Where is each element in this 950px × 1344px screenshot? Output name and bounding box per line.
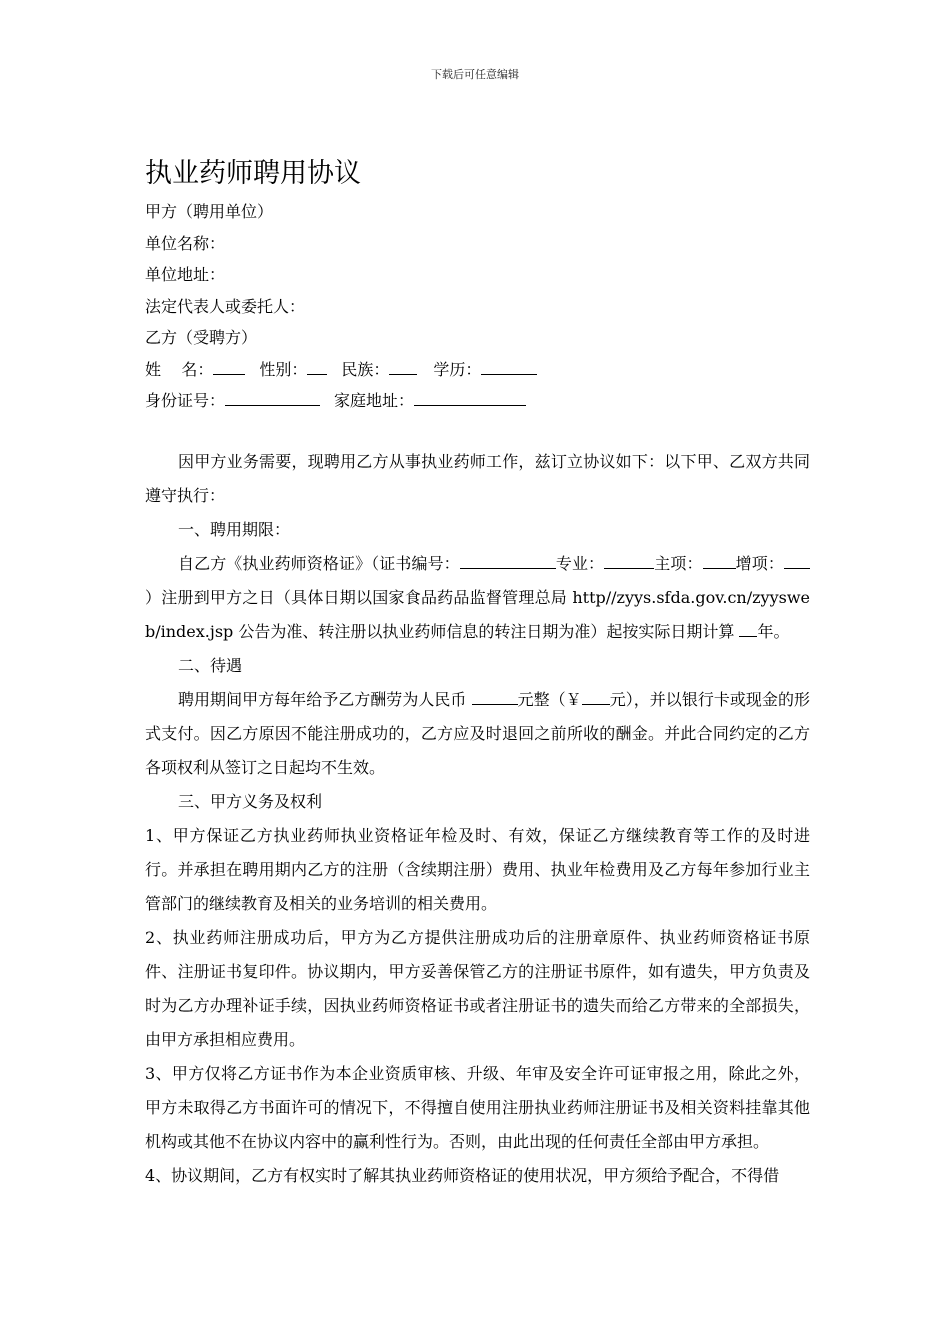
- section2-paragraph: 聘用期间甲方每年给予乙方酬劳为人民币 元整（￥ 元），并以银行卡或现金的形式支付。因乙方原因不能注册成功的，乙方应及时退回之前所收的酬金。并此合同约定的乙方各项权利从签订之日起均不生效。: [145, 689, 810, 777]
- ethnicity-blank: [389, 360, 417, 375]
- section2-heading: 二、待遇: [178, 655, 243, 675]
- gender-label: 性别：: [259, 359, 308, 379]
- extra-item-blank: [784, 554, 810, 569]
- salary-number-blank: [582, 690, 610, 705]
- section3-item: 3、甲方仅将乙方证书作为本企业资质审核、升级、年审及安全许可证审报之用，除此之外，甲方未取得乙方书面许可的情况下，不得擅自使用注册执业药师注册证书及相关资料挂靠其他机构或其他不在协议内容中的赢利性行为。否则，由此出现的任何责任全部由甲方承担。: [145, 1063, 810, 1151]
- education-blank: [481, 360, 537, 375]
- main-item-blank: [703, 554, 736, 569]
- id-number-label: 身份证号：: [145, 391, 226, 410]
- unit-name-field: 单位名称：: [145, 233, 226, 253]
- document-title: 执业药师聘用协议: [145, 158, 361, 189]
- section3-heading: 三、甲方义务及权利: [178, 791, 323, 811]
- section3-item: 4、协议期间，乙方有权实时了解其执业药师资格证的使用状况，甲方须给予配合，不得借: [145, 1165, 780, 1185]
- unit-address-field: 单位地址：: [145, 265, 226, 284]
- document-body: [145, 156, 810, 1193]
- years-blank: [739, 622, 757, 637]
- section1-heading: 一、聘用期限：: [178, 519, 291, 539]
- party-a-label: 甲方（聘用单位）: [145, 202, 274, 221]
- id-number-blank: [225, 391, 320, 406]
- major-blank: [604, 554, 654, 569]
- certificate-number-blank: [460, 554, 556, 569]
- party-b-label: 乙方（受聘方）: [145, 328, 258, 347]
- gender-blank: [307, 360, 327, 375]
- name-label: 姓 名：: [145, 359, 214, 379]
- name-blank: [213, 360, 245, 375]
- ethnicity-label: 民族：: [341, 359, 390, 379]
- party-b-info-row: [145, 354, 810, 386]
- representative-field: 法定代表人或委托人：: [145, 296, 306, 316]
- page-header-note: 下载后可任意编辑: [431, 68, 519, 81]
- party-b-id-row: [145, 385, 810, 417]
- home-address-label: 家庭地址：: [334, 391, 415, 410]
- salary-words-blank: [472, 690, 518, 705]
- section3-item: 1、甲方保证乙方执业药师执业资格证年检及时、有效，保证乙方继续教育等工作的及时进行。并承担在聘用期内乙方的注册（含续期注册）费用、执业年检费用及乙方每年参加行业主管部门的继续教育及相关的业务培训的相关费用。: [145, 825, 810, 913]
- education-label: 学历：: [433, 359, 482, 379]
- section1-paragraph: 自乙方《执业药师资格证》（证书编号： 专业： 主项： 增项：）注册到甲方之日（具体日期以国家食品药品监督管理总局 http//zyys.sfda.gov.cn/zyysweb/index.jsp 公告为准、转注册以执业药师信息的转注日期为准）起按实际日期计算 年。: [145, 553, 810, 641]
- intro-paragraph: 因甲方业务需要，现聘用乙方从事执业药师工作，兹订立协议如下：以下甲、乙双方共同遵守执行：: [145, 451, 810, 505]
- home-address-blank: [414, 391, 526, 406]
- section3-item: 2、执业药师注册成功后，甲方为乙方提供注册成功后的注册章原件、执业药师资格证书原件、注册证书复印件。协议期内，甲方妥善保管乙方的注册证书原件，如有遗失，甲方负责及时为乙方办理补证手续，因执业药师资格证书或者注册证书的遗失而给乙方带来的全部损失，由甲方承担相应费用。: [145, 927, 810, 1049]
